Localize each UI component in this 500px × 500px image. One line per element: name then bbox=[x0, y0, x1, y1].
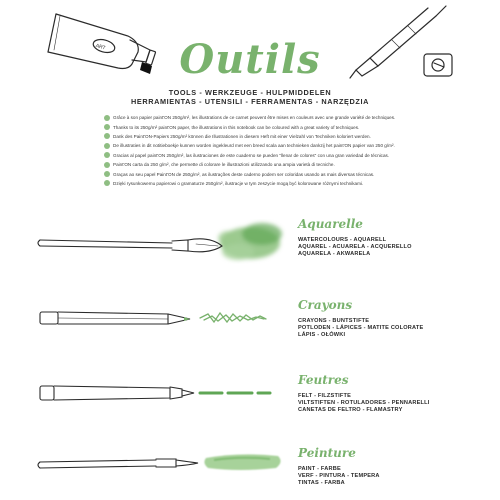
intro-text: Dzięki rysunkowemu papierowi o gramaturze 250g/m², ilustracje w tym zeszycie mogą być kolorowane różnymi technikami. bbox=[113, 180, 364, 186]
section-line: AQUARELA - AKWARELA bbox=[298, 251, 371, 257]
paint-stroke bbox=[204, 454, 280, 470]
section-line: CANETAS DE FELTRO - FLAMASTRY bbox=[298, 407, 403, 413]
section-line: PAINT - FARBE bbox=[298, 466, 341, 472]
intro-text: Grâce à son papier paint'ON 250g/m², les illustrations de ce carnet peuvent être mises en couleurs avec une grande variété de techniques. bbox=[113, 115, 396, 121]
svg-text:ART: ART bbox=[94, 42, 107, 52]
page-title: Outils bbox=[179, 36, 321, 83]
section-line: TINTAS - FARBA bbox=[298, 480, 345, 486]
section-title-peinture: Peinture bbox=[298, 446, 356, 460]
intro-text: Graças ao seu papel Paint'ON de 250g/m², as ilustrações deste caderno podem ser coloridas usando as mais diversas técnicas. bbox=[113, 171, 375, 177]
section-line: LÁPIS - OŁÓWKI bbox=[298, 332, 346, 338]
intro-text: Paint'ON carta da 250 g/m², che permette di colorare le illustrazioni utilizzando una ampia varietà di tecniche. bbox=[113, 162, 335, 168]
section-line: POTLODEN - LÁPICES - MATITE COLORATE bbox=[298, 325, 424, 331]
section-line: VERF - PINTURA - TEMPERA bbox=[298, 473, 380, 479]
intro-text: Thanks to its 250g/m² paint'ON paper, the illustrations in this notebook can be coloured with a great variety of techniques. bbox=[113, 124, 360, 130]
section-line: AQUAREL - ACUARELA - ACQUERELLO bbox=[298, 244, 412, 250]
intro-text: De illustraties in dit notitieboekje kunnen worden ingekleurd met een breed scala aan technieken dankzij het paint'ON papier van 250 g/m². bbox=[113, 143, 395, 149]
subtitle-line-1: TOOLS - WERKZEUGE - HULPMIDDELEN bbox=[168, 88, 332, 97]
section-title-aquarelle: Aquarelle bbox=[298, 217, 363, 231]
section-title-crayons: Crayons bbox=[298, 298, 353, 312]
intro-text: Dank des Paint'ON-Papiers 250g/m² können die Illustrationen in diesem Heft mit einer Vielzahl von Techniken koloriert werden. bbox=[113, 133, 371, 139]
subtitle-line-2: HERRAMIENTAS - UTENSILI - FERRAMENTAS - NARZĘDZIA bbox=[131, 97, 369, 106]
intro-text: Gracias al papel paint'ON 250g/m², las ilustraciones de este cuaderno se pueden "llenar de colores" con una gran variedad de técnicas. bbox=[113, 152, 390, 158]
section-line: VILTSTIFTEN - ROTULADORES - PENNARELLI bbox=[298, 400, 430, 406]
section-line: CRAYONS - BUNTSTIFTE bbox=[298, 318, 370, 324]
section-lines-peinture bbox=[298, 466, 380, 487]
section-title-feutres: Feutres bbox=[298, 373, 349, 387]
section-line: FELT - FILZSTIFTE bbox=[298, 393, 352, 399]
section-line: WATERCOLOURS - AQUARELL bbox=[298, 237, 387, 243]
